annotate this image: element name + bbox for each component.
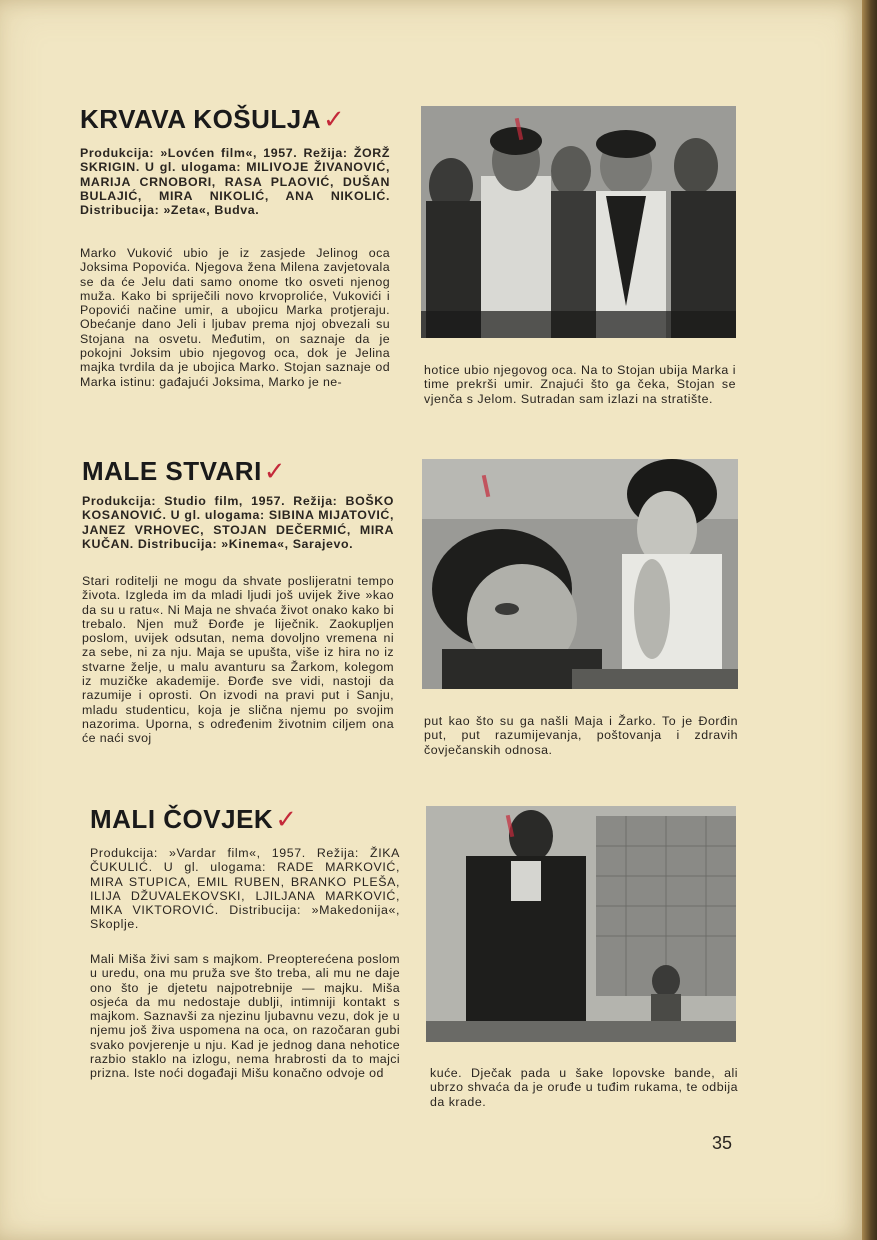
credits-krvava-kosulja: Produkcija: »Lovćen film«, 1957. Režija: ŽORŽ SKRIGIN. U gl. ulogama: MILIVOJE ŽIVANOVIĆ, MARIJA CRNOBORI, RASA PLAOVIĆ, DUŠAN BULAJIĆ, MIRA NIKOLIĆ, ANA NIKOLIĆ. Distribucija: »Zeta«, Budva.	[80, 146, 390, 218]
synopsis-continued-krvava-kosulja: hotice ubio njegovog oca. Na to Stojan ubija Marka i time prekrši umir. Znajući što ga čeka, Stojan se vjenča s Jelom. Sutradan sam izlazi na stratište.	[424, 363, 736, 406]
checkmark-icon: ✓	[263, 457, 287, 487]
synopsis-continued-male-stvari: put kao što su ga našli Maja i Žarko. To je Đorđin put, put razumijevanja, poštovanja i zdravih čovječanskih odnosa.	[424, 714, 738, 757]
credits-mali-covjek: Produkcija: »Vardar film«, 1957. Režija: ŽIKA ČUKULIĆ. U gl. ulogama: RADE MARKOVIĆ, MIRA STUPICA, EMIL RUBEN, BRANKO PLEŠA, ILIJA DŽUVALEKOVSKI, LJILJANA MARKOVIĆ, MIKA VIKTOROVIĆ. Distribucija: »Makedonija«, Skoplje.	[90, 846, 400, 932]
page-number: 35	[712, 1133, 733, 1153]
section-title-mali-covjek: MALI ČOVJEK✓	[90, 804, 298, 835]
synopsis-mali-covjek: Mali Miša živi sam s majkom. Preopterećena poslom u uredu, ona mu pruža sve što treba, ali mu ne daje ono što je djetetu najpotrebnije — majku. Miša osjeća da mu nedostaje dublji, intimniji kontakt s majkom. Saznavši za njezinu ljubavnu vezu, dok je u njemu još živa uspomena na oca, on razočaran gubi svako povjerenje u nju. Kad je jednog dana nehotice razbio staklo na izlogu, nema hrabrosti da to majci prizna. Iste noći događaji Mišu konačno odvoje od	[90, 952, 400, 1081]
section-title-krvava-kosulja: KRVAVA KOŠULJA✓	[80, 104, 346, 135]
couple-icon	[422, 459, 738, 689]
man-and-boy-icon	[426, 806, 736, 1042]
checkmark-icon: ✓	[323, 105, 346, 135]
synopsis-continued-mali-covjek: kuće. Dječak pada u šake lopovske bande, ali ubrzo shvaća da je oruđe u tuđim rukama, te odbija da krade.	[430, 1066, 738, 1109]
section-title-male-stvari: MALE STVARI✓	[82, 456, 287, 487]
synopsis-male-stvari: Stari roditelji ne mogu da shvate poslijeratni tempo života. Izgleda im da mladi ljudi još uvijek žive »kao da su u ratu«. Ni Maja ne shvaća život onako kako bi trebalo. Njen muž Đorđe je liječnik. Zaokupljen poslom, uvijek odsutan, nema dovoljno vremena ni za sebe, ni za nju. Maja se upušta, više iz hira no iz stvarne želje, u malu avanturu sa Žarkom, kolegom iz muzičke akademije. Đorđe sve vidi, nastoji da razumije i oprosti. On izvodi na pravi put i Sanju, mladu studenticu, koja je slična njemu po svojim nazorima. Uporna, s određenim životnim ciljem ona će naći svoj	[82, 574, 394, 746]
film-still-krvava-kosulja	[421, 106, 736, 338]
credits-male-stvari: Produkcija: Studio film, 1957. Režija: BOŠKO KOSANOVIĆ. U gl. ulogama: SIBINA MIJATOVIĆ, JANEZ VRHOVEC, STOJAN DEČERMIĆ, MIRA KUČAN. Distribucija: »Kinema«, Sarajevo.	[82, 494, 394, 551]
film-still-male-stvari	[422, 459, 738, 689]
checkmark-icon: ✓	[275, 805, 298, 835]
book-spine	[862, 0, 877, 1240]
group-of-men-icon	[421, 106, 736, 338]
synopsis-krvava-kosulja: Marko Vuković ubio je iz zasjede Jelinog oca Joksima Popovića. Njegova žena Milena zavjetovala se da će Jelu dati samo onome tko osveti njenog muža. Kako bi spriječili novo krvoproliće, Vukovići i Popovići načine umir, a ubojicu Marka protjeraju. Obećanje dano Jeli i ljubav prema njoj obvezali su Stojana na osvetu. Međutim, on saznaje da je pokojni Joksim ubio njegovog oca, dok je Jelina majka tvrdila da je ubojica Marko. Stojan saznaje od Marka istinu: gađajući Joksima, Marko je ne-	[80, 246, 390, 389]
film-still-mali-covjek	[426, 806, 736, 1042]
